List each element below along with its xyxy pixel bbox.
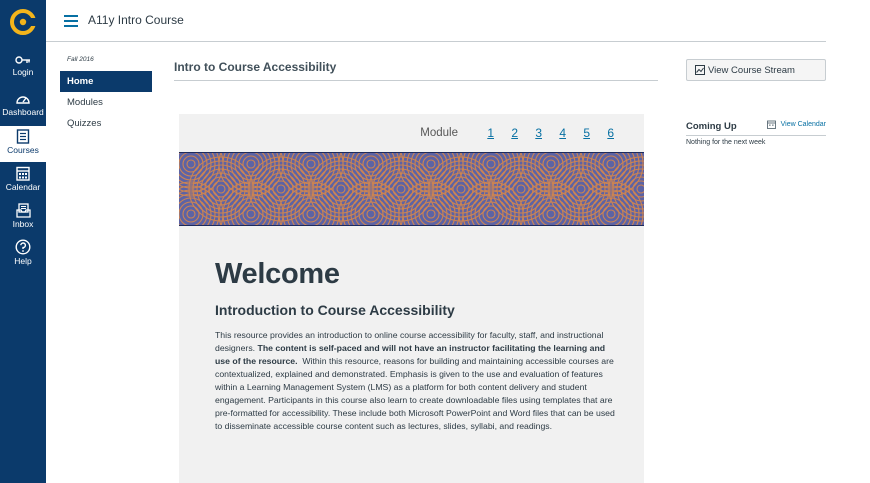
nav-help[interactable] [0,239,46,275]
welcome-heading: Welcome [215,258,340,290]
nav-inbox[interactable] [0,203,46,239]
coming-up-empty-text: Nothing for the next week [686,139,766,146]
nav-courses[interactable] [0,126,46,162]
key-icon [15,54,31,66]
inbox-icon [16,203,31,218]
intro-bold-text: The content is self-paced and will not have an instructor facilitating the learning and use of the resource. [215,343,606,367]
view-calendar-link[interactable] [767,120,826,129]
view-course-stream-label: View Course Stream [708,64,795,76]
course-navigation [60,56,152,134]
nav-login-label: Login [12,67,34,77]
course-header [46,0,826,42]
nav-dashboard-label: Dashboard [2,107,44,117]
module-link-1[interactable]: 1 [487,126,494,140]
canvas-logo-icon[interactable] [10,9,36,35]
module-link-6[interactable]: 6 [607,126,614,140]
nav-calendar[interactable] [0,166,46,202]
banner-image [179,152,644,226]
intro-text: This resource provides an introduction to online course accessibility for faculty, staff, and instructional designers. [215,330,604,354]
term-label: Fall 2016 [67,56,94,63]
view-calendar-label: View Calendar [780,121,826,128]
calendar-small-icon [767,120,776,129]
nav-calendar-label: Calendar [5,182,41,192]
calendar-icon [16,166,30,181]
global-navigation [0,0,46,483]
content-panel [179,114,644,483]
page-title: Intro to Course Accessibility [174,60,658,81]
course-nav-quizzes[interactable]: Quizzes [67,118,102,129]
nav-help-label: Help [14,256,32,266]
coming-up-title: Coming Up [686,121,737,132]
module-link-4[interactable]: 4 [559,126,566,140]
module-label: Module [420,127,458,139]
nav-courses-label: Courses [7,145,39,155]
module-link-5[interactable]: 5 [583,126,590,140]
help-icon [15,239,31,255]
course-nav-home[interactable]: Home [60,71,152,92]
module-link-3[interactable]: 3 [535,126,542,140]
nav-inbox-label: Inbox [12,219,34,229]
coming-up-header [686,120,826,136]
nav-login[interactable] [0,54,46,90]
intro-subheading: Introduction to Course Accessibility [215,302,455,318]
nav-dashboard[interactable] [0,92,46,128]
stream-icon [695,65,705,75]
intro-paragraph [215,329,615,433]
hamburger-menu-icon[interactable] [64,15,78,27]
intro-rest-text: Within this resource, reasons for building and maintaining accessible courses are contextualized, explained and demonstrated. Emphasis is given to the use and evaluation of features within a Learning Management System (LMS) as a platform for both content delivery and student engagement. Participants in this course also learn to create downloadable files using templates that are pre-formatted for accessibility. These include both Microsoft PowerPoint and Word files that can be used to disseminate accessible course content such as lectures, slides, syllabi, and readings. [215,356,615,432]
courses-icon [16,129,30,144]
module-navigation [420,125,614,141]
module-link-2[interactable]: 2 [511,126,518,140]
course-nav-modules[interactable]: Modules [67,97,103,108]
view-course-stream-button[interactable] [686,59,826,81]
dashboard-icon [15,92,31,106]
course-title[interactable]: A11y Intro Course [88,13,184,27]
